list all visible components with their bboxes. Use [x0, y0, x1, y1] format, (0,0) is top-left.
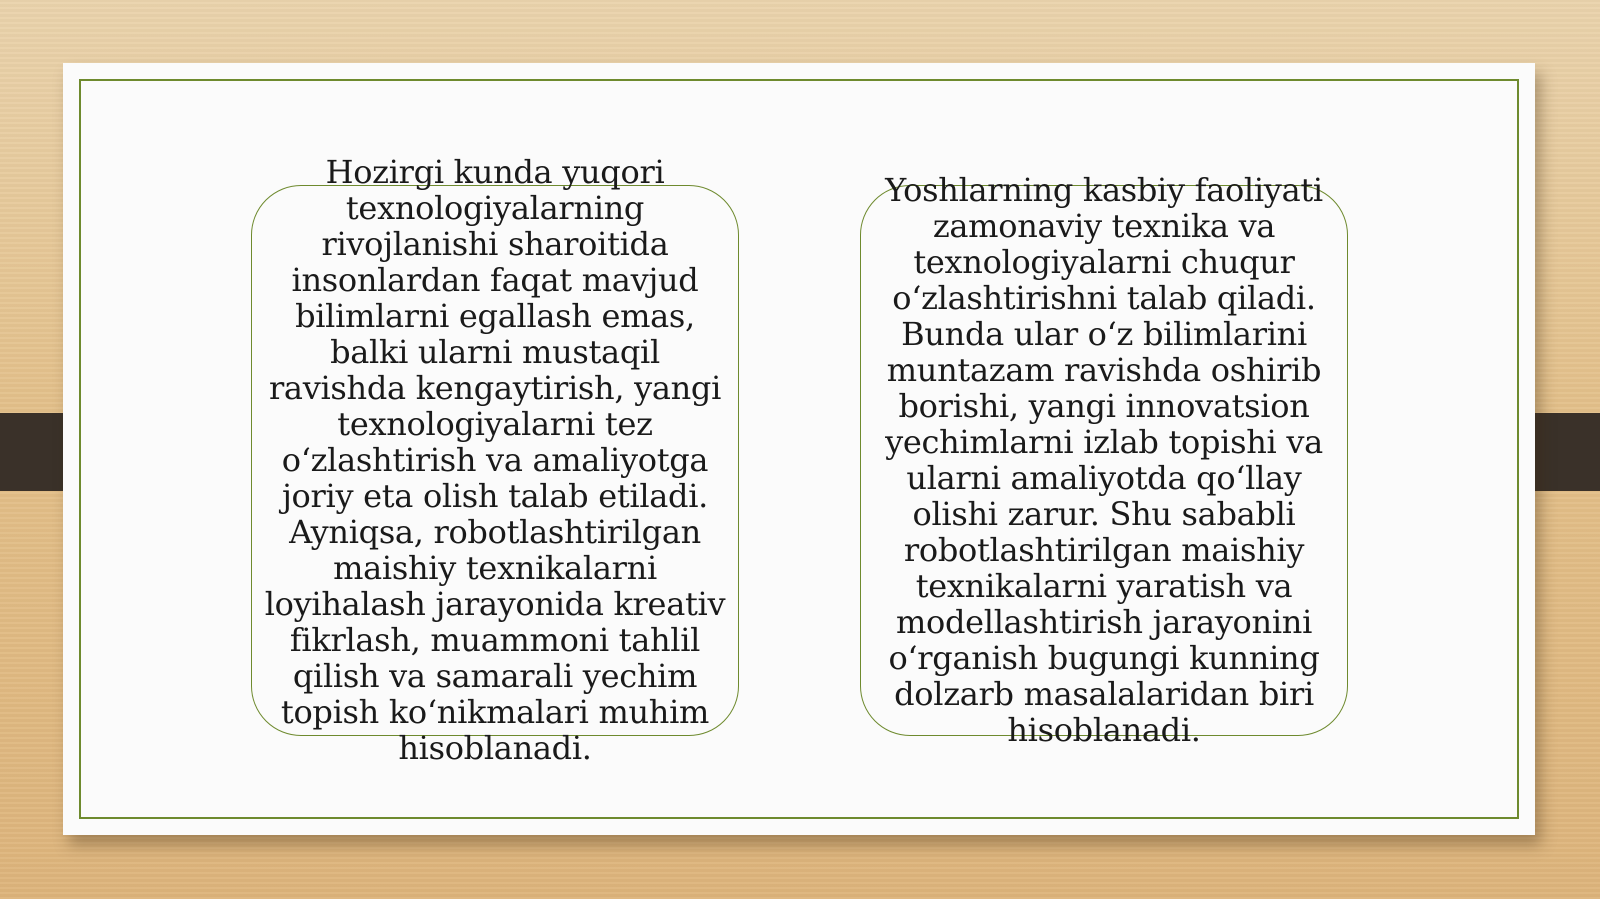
right-paragraph: Yoshlarning kasbiy faoliyati zamonaviy texnika va texnologiyalarni chuqur o‘zlashtirishni talab qiladi. Bunda ular o‘z bilimlarini muntazam ravishda oshirib borishi, yangi innovatsion yechimlarni izlab topishi va ularni amaliyotda qo‘llay olishi zarur. Shu sababli robotlashtirilgan maishiy texnikalarni yaratish va modellashtirish jarayonini o‘rganish bugungi kunning dolzarb masalalaridan biri hisoblanadi. — [885, 171, 1323, 749]
left-paragraph: Hozirgi kunda yuqori texnologiyalarning rivojlanishi sharoitida insonlardan faqat mavjud bilimlarni egallash emas, balki ularni mustaqil ravishda kengaytirish, yangi texnologiyalarni tez o‘zlashtirish va amaliyotga joriy eta olish talab etiladi. Ayniqsa, robotlashtirilgan maishiy texnikalarni loyihalash jarayonida kreativ fikrlash, muammoni tahlil qilish va samarali yechim topish ko‘nikmalari muhim hisoblanadi. — [264, 153, 726, 767]
